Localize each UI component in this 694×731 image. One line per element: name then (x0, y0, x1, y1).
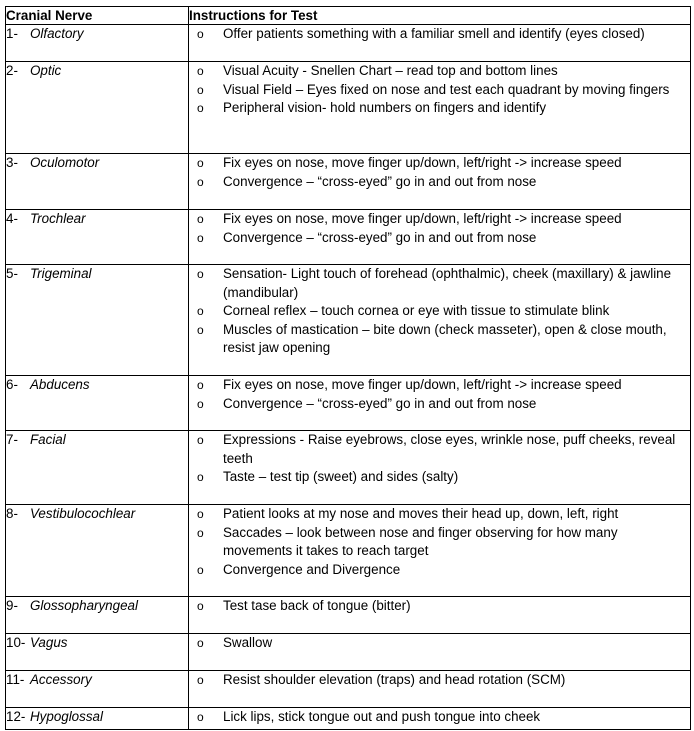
instruction-item: o Convergence – “cross-eyed” go in and out from nose (189, 395, 690, 414)
instruction-list (189, 505, 690, 579)
header-row (6, 7, 691, 25)
nerve-cell (6, 597, 189, 634)
nerve-row (6, 376, 691, 431)
instruction-list (189, 265, 690, 358)
instruction-item: o Fix eyes on nose, move finger up/down, left/right -> increase speed (189, 210, 690, 229)
nerve-name: Olfactory (30, 26, 84, 41)
instructions-cell (189, 671, 691, 708)
nerve-number: 3- (6, 155, 18, 170)
nerve-number: 5- (6, 266, 18, 281)
nerve-name: Facial (30, 432, 66, 447)
nerve-name: Vestibulocochlear (30, 506, 136, 521)
nerve-cell (6, 376, 189, 431)
instructions-cell (189, 265, 691, 376)
nerve-name: Oculomotor (30, 155, 100, 170)
nerve-cell (6, 154, 189, 210)
nerve-number: 11- (6, 672, 25, 687)
instruction-item: o Convergence and Divergence (189, 561, 690, 580)
instruction-item: o Convergence – “cross-eyed” go in and out from nose (189, 229, 690, 248)
instruction-item: o Corneal reflex – touch cornea or eye with tissue to stimulate blink (189, 302, 690, 321)
nerve-number: 7- (6, 432, 18, 447)
nerve-row (6, 210, 691, 265)
instruction-item: o Test tase back of tongue (bitter) (189, 597, 690, 616)
instruction-list (189, 708, 690, 727)
nerve-cell (6, 62, 189, 154)
header-instructions: Instructions for Test (189, 7, 691, 25)
nerve-name: Trigeminal (30, 266, 92, 281)
nerve-number: 8- (6, 506, 18, 521)
nerve-row (6, 154, 691, 210)
nerve-row (6, 505, 691, 597)
cranial-nerve-table (5, 6, 691, 730)
instruction-list (189, 671, 690, 690)
instruction-item: o Saccades – look between nose and finger observing for how many movements it takes to reach target (189, 524, 690, 561)
nerve-name: Trochlear (30, 211, 86, 226)
nerve-name: Optic (30, 63, 62, 78)
instruction-item: o Resist shoulder elevation (traps) and head rotation (SCM) (189, 671, 690, 690)
instructions-cell (189, 431, 691, 505)
instruction-item: o Offer patients something with a familiar smell and identify (eyes closed) (189, 25, 690, 44)
instruction-list (189, 25, 690, 44)
instruction-list (189, 62, 690, 118)
instructions-cell (189, 154, 691, 210)
nerve-row (6, 634, 691, 671)
header-cranial-nerve: Cranial Nerve (6, 7, 189, 25)
nerve-row (6, 671, 691, 708)
nerve-row (6, 431, 691, 505)
nerve-number: 6- (6, 377, 18, 392)
nerve-name: Vagus (30, 635, 68, 650)
instruction-list (189, 597, 690, 616)
nerve-cell (6, 25, 189, 62)
instruction-item: o Swallow (189, 634, 690, 653)
instruction-item: o Expressions - Raise eyebrows, close eyes, wrinkle nose, puff cheeks, reveal teeth (189, 431, 690, 468)
nerve-cell (6, 634, 189, 671)
instruction-item: o Fix eyes on nose, move finger up/down, left/right -> increase speed (189, 154, 690, 173)
instruction-list (189, 154, 690, 191)
instructions-cell (189, 62, 691, 154)
nerve-name: Accessory (30, 672, 92, 687)
instruction-list (189, 210, 690, 247)
instruction-item: o Muscles of mastication – bite down (check masseter), open & close mouth, resist jaw opening (189, 321, 690, 358)
nerve-row (6, 25, 691, 62)
instruction-item: o Taste – test tip (sweet) and sides (salty) (189, 468, 690, 487)
nerve-number: 4- (6, 211, 18, 226)
nerve-name: Hypoglossal (30, 709, 103, 724)
instruction-item: o Peripheral vision- hold numbers on fingers and identify (189, 99, 690, 118)
nerve-row (6, 597, 691, 634)
instructions-cell (189, 25, 691, 62)
instruction-item: o Patient looks at my nose and moves their head up, down, left, right (189, 505, 690, 524)
nerve-number: 2- (6, 63, 18, 78)
nerve-number: 10- (6, 635, 26, 650)
instruction-list (189, 431, 690, 487)
instructions-cell (189, 505, 691, 597)
instructions-cell (189, 210, 691, 265)
nerve-row (6, 62, 691, 154)
instruction-list (189, 376, 690, 413)
nerve-cell (6, 505, 189, 597)
nerve-name: Glossopharyngeal (30, 598, 138, 613)
nerve-row (6, 265, 691, 376)
instruction-item: o Visual Field – Eyes fixed on nose and test each quadrant by moving fingers (189, 81, 690, 100)
instructions-cell (189, 376, 691, 431)
nerve-number: 9- (6, 598, 18, 613)
instructions-cell (189, 708, 691, 730)
nerve-cell (6, 708, 189, 730)
instructions-cell (189, 634, 691, 671)
nerve-cell (6, 671, 189, 708)
instruction-item: o Convergence – “cross-eyed” go in and out from nose (189, 173, 690, 192)
instruction-item: o Visual Acuity - Snellen Chart – read top and bottom lines (189, 62, 690, 81)
nerve-cell (6, 265, 189, 376)
instructions-cell (189, 597, 691, 634)
nerve-name: Abducens (30, 377, 90, 392)
nerve-number: 12- (6, 709, 26, 724)
instruction-item: o Lick lips, stick tongue out and push tongue into cheek (189, 708, 690, 727)
nerve-row (6, 708, 691, 730)
instruction-item: o Sensation- Light touch of forehead (ophthalmic), cheek (maxillary) & jawline (mandibular) (189, 265, 690, 302)
instruction-item: o Fix eyes on nose, move finger up/down, left/right -> increase speed (189, 376, 690, 395)
nerve-number: 1- (6, 26, 18, 41)
nerve-cell (6, 210, 189, 265)
instruction-list (189, 634, 690, 653)
nerve-cell (6, 431, 189, 505)
